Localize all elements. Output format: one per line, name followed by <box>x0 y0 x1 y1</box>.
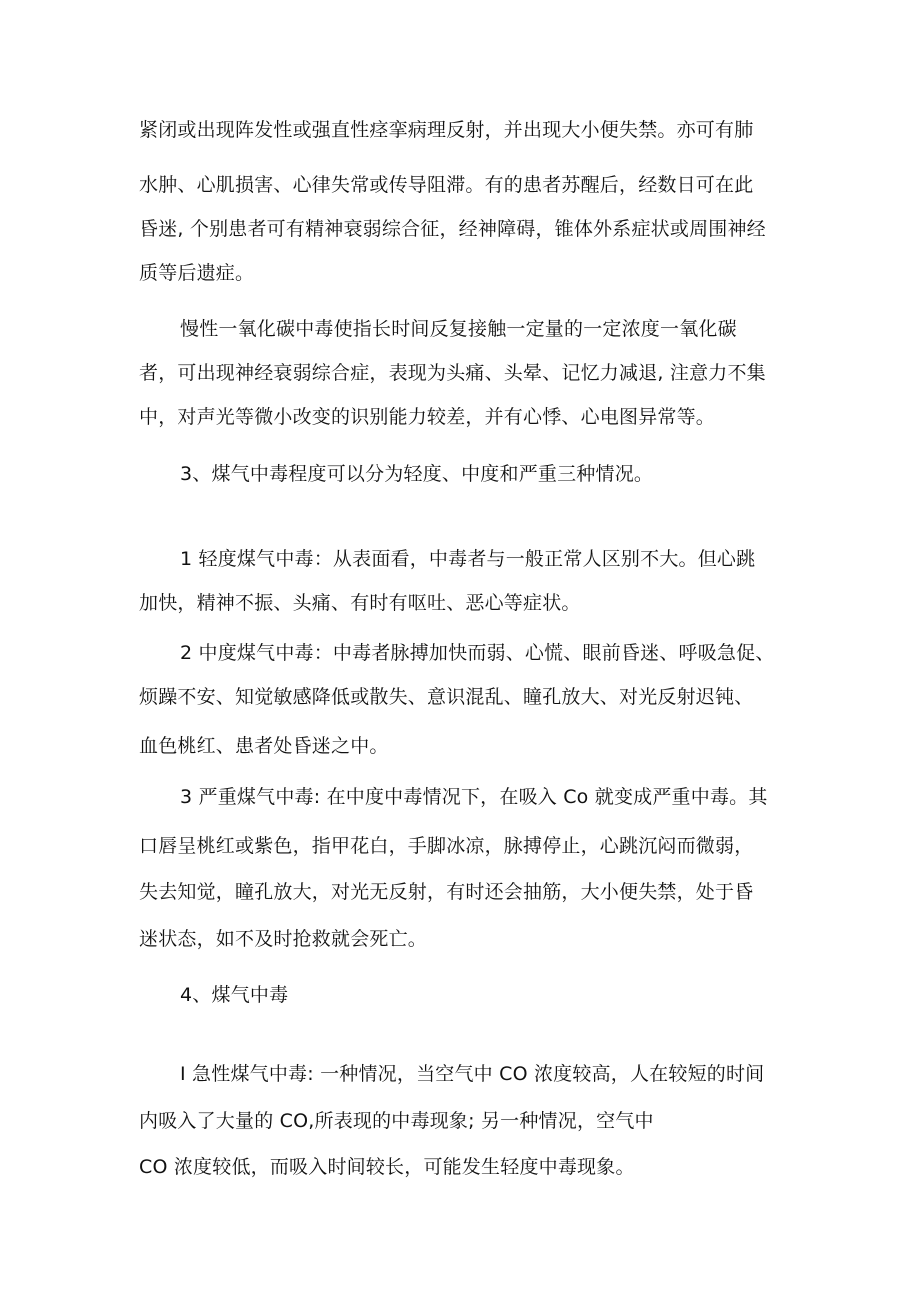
text-line: 加快，精神不振、头痛、有时有呕吐、恶心等症状。 <box>139 592 581 614</box>
text-line: 昏迷, 个别患者可有精神衰弱综合征，经神障碍，锥体外系症状或周围神经 <box>139 218 766 240</box>
text-line: 烦躁不安、知觉敏感降低或散失、意识混乱、瞳孔放大、对光反射迟钝、 <box>139 686 754 708</box>
text-line: 水肿、心肌损害、心律失常或传导阻滞。有的患者苏醒后，经数日可在此 <box>139 174 754 196</box>
text-line: 慢性一氧化碳中毒使指长时间反复接触一定量的一定浓度一氧化碳 <box>180 318 737 340</box>
text-line: 血色桃红、患者处昏迷之中。 <box>139 735 389 757</box>
text-line: 迷状态，如不及时抢救就会死亡。 <box>139 928 428 950</box>
text-line: 者，可出现神经衰弱综合症，表现为头痛、头晕、记忆力减退, 注意力不集 <box>139 362 766 384</box>
text-line: 3 严重煤气中毒: 在中度中毒情况下，在吸入 Co 就变成严重中毒。其 <box>180 786 768 808</box>
text-line: 2 中度煤气中毒：中毒者脉搏加快而弱、心慌、眼前昏迷、呼吸急促、 <box>180 642 775 664</box>
section-heading: 4、煤气中毒 <box>180 984 289 1006</box>
section-heading: 3、煤气中毒程度可以分为轻度、中度和严重三种情况。 <box>180 463 654 485</box>
text-line: 中，对声光等微小改变的识别能力较差，并有心悸、心电图异常等。 <box>139 406 716 428</box>
text-line: 质等后遗症。 <box>139 262 255 284</box>
text-line: 口唇呈桃红或紫色，指甲花白，手脚冰凉，脉搏停止，心跳沉闷而微弱， <box>139 835 754 857</box>
text-line: 1 轻度煤气中毒：从表面看，中毒者与一般正常人区别不大。但心跳 <box>180 548 756 570</box>
text-line: 失去知觉，瞳孔放大，对光无反射，有时还会抽筋，大小便失禁，处于昏 <box>139 881 754 903</box>
text-line: 内吸入了大量的 CO,所表现的中毒现象; 另一种情况，空气中 <box>139 1110 654 1132</box>
text-line: 紧闭或出现阵发性或强直性痉挛病理反射，并出现大小便失禁。亦可有肺 <box>139 119 754 141</box>
text-line: CO 浓度较低，而吸入时间较长，可能发生轻度中毒现象。 <box>139 1156 635 1178</box>
text-line: I 急性煤气中毒: 一种情况，当空气中 CO 浓度较高，人在较短的时间 <box>180 1063 765 1085</box>
